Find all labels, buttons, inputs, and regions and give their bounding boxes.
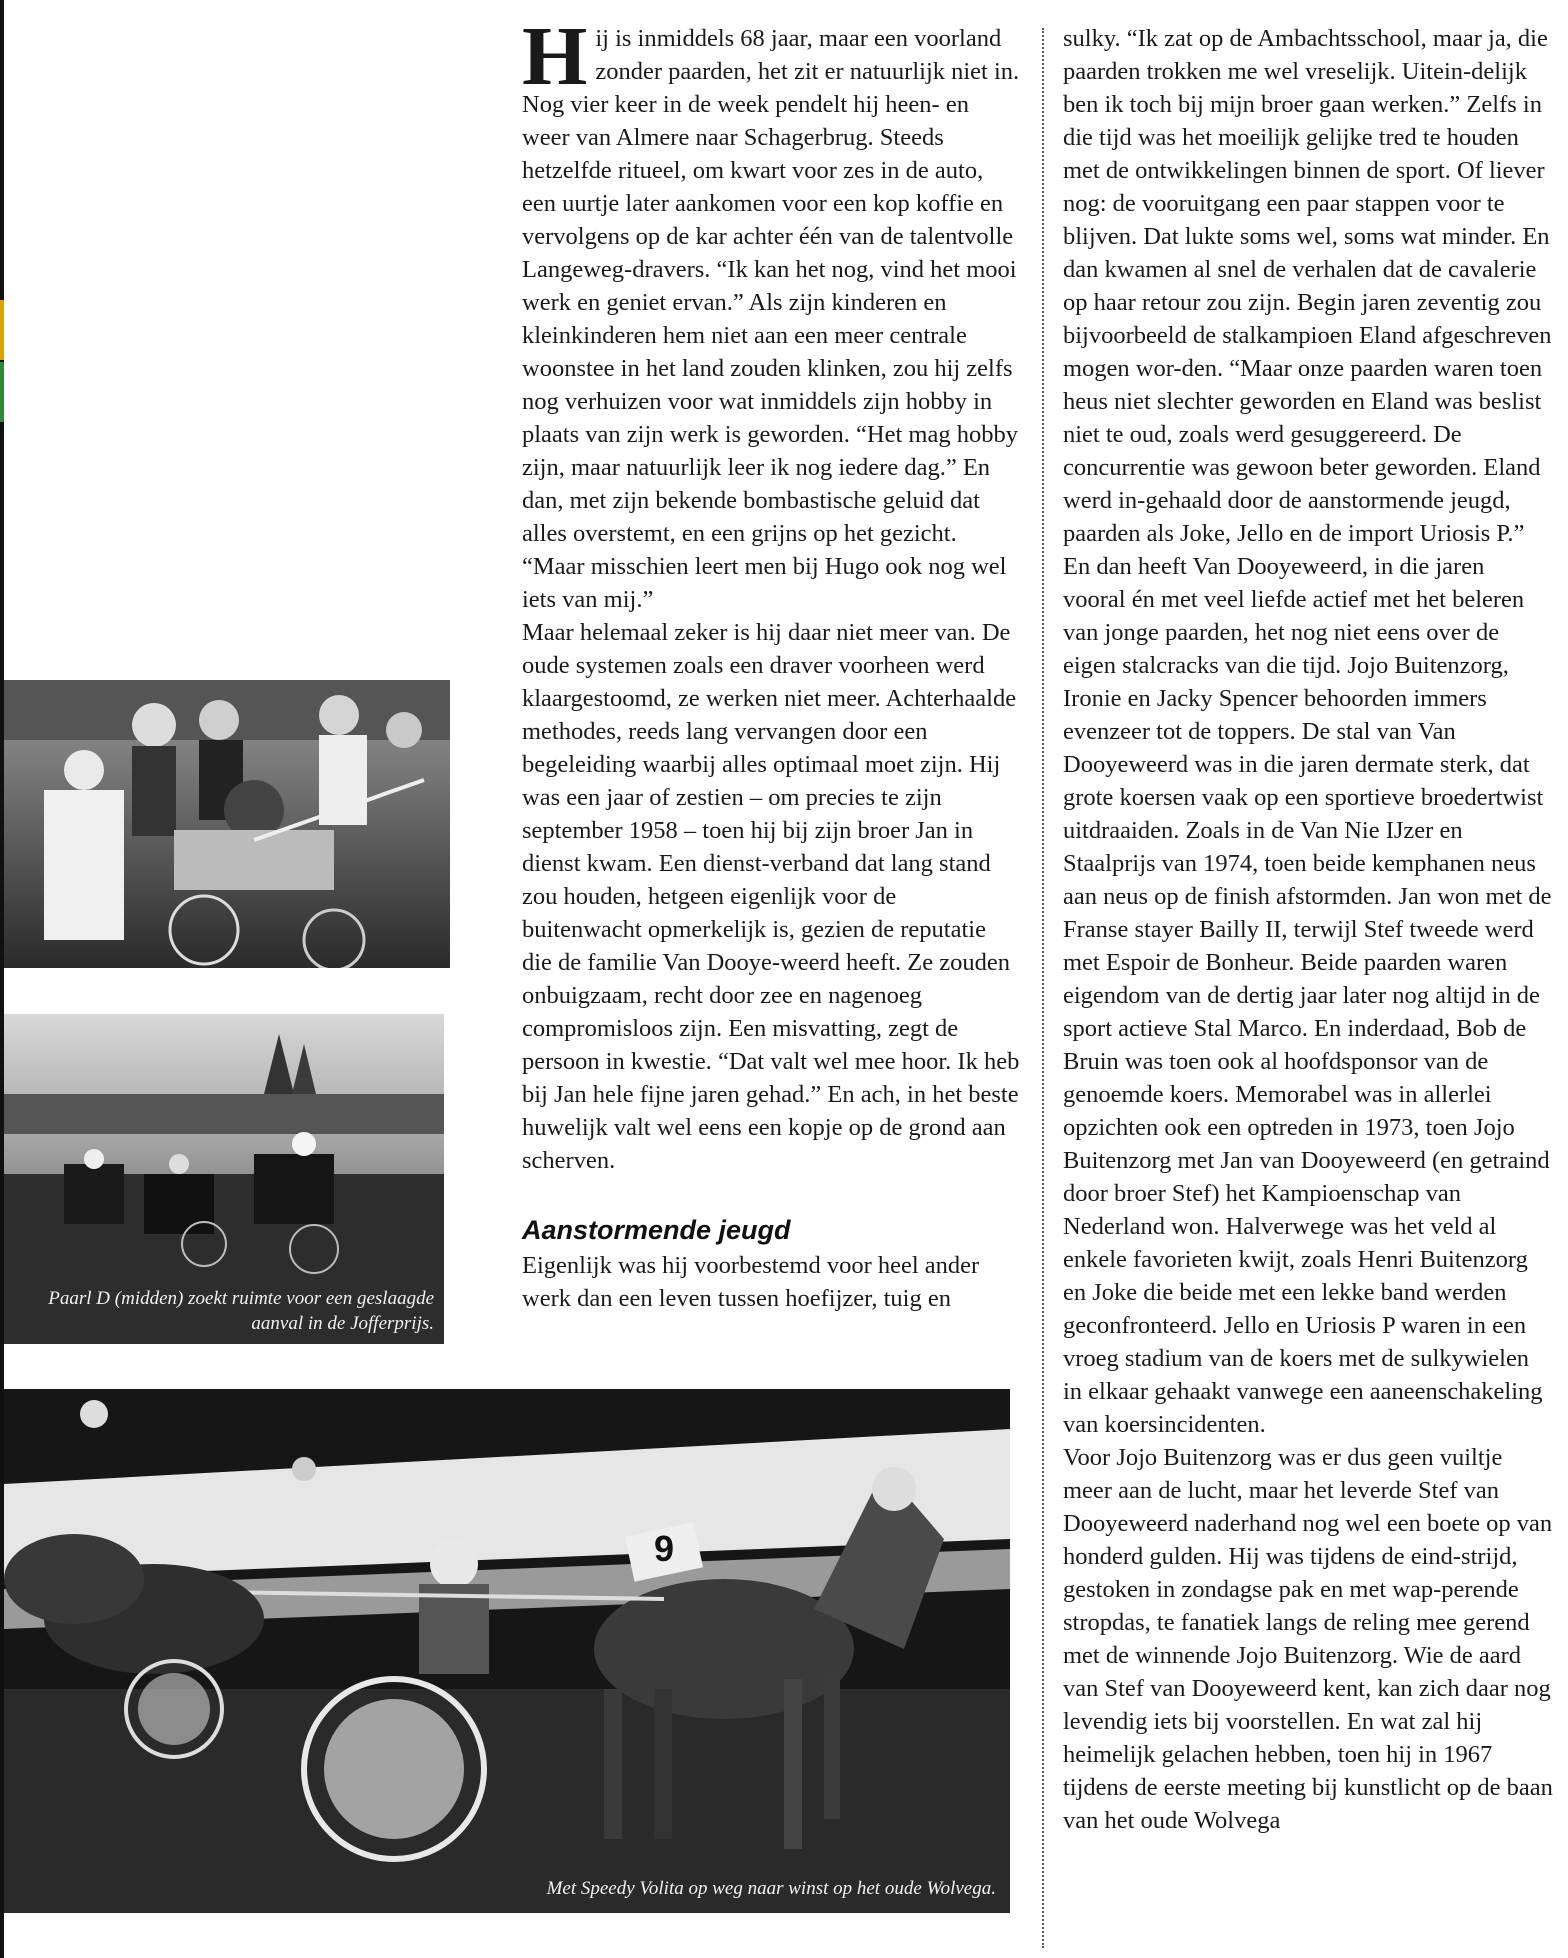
edge-color-yellow <box>0 300 4 360</box>
night-race-photo <box>4 1389 1010 1913</box>
text-column-2 <box>1063 22 1553 1837</box>
intro-paragraph <box>522 10 1022 616</box>
col2-paragraph-1: sulky. “Ik zat op de Ambachtsschool, maar ja, die paarden trokken me wel vreselijk. Uitein-delijk ben ik toch bij mijn broer gaan werken.” Zelfs in die tijd was het moeilijk gelijke tred te houden met de ontwikkelingen binnen de sport. Of liever nog: de vooruitgang een paar stappen voor te blijven. Dat lukte soms wel, soms wat minder. En dan kwamen al snel de verhalen dat de cavalerie op haar retour zou zijn. Begin jaren zeventig zou bijvoorbeeld de stalkampioen Eland afgeschreven mogen wor-den. “Maar onze paarden waren toen heus niet slechter geworden en Eland was beslist niet te oud, zoals werd gesuggereerd. De concurrentie was gewoon beter geworden. Eland werd in-gehaald door de aanstormende jeugd, paarden als Joke, Jello en de import Uriosis P.” En dan heeft Van Dooyeweerd, in die jaren vooral én met veel liefde actief met het beleren van jonge paarden, het nog niet eens over de eigen stalcracks van die tijd. Jojo Buitenzorg, Ironie en Jacky Spencer behoorden immers evenzeer tot de toppers. De stal van Van Dooyeweerd was in die jaren dermate sterk, dat grote koersen vaak op een sportieve broedertwist uitdraaiden. Zoals in de Van Nie IJzer en Staalprijs van 1974, toen beide kemphanen neus aan neus op de finish afstormden. Jan won met de Franse stayer Bailly II, terwijl Stef tweede werd met Espoir de Bonheur. Beide paarden waren eigendom van de dertig jaar later nog altijd in de sport actieve Stal Marco. En inderdaad, Bob de Bruin was toen ook al hoofdsponsor van de genoemde koers. Memorabel was in allerlei opzichten ook een optreden in 1973, toen Jojo Buitenzorg met Jan van Dooyeweerd (en getraind door broer Stef) het Kampioenschap van Nederland won. Halverwege was het veld al enkele favorieten kwijt, zoals Henri Buitenzorg en Joke die beide met een lekke band werden geconfronteerd. Jello en Uriosis P waren in een vroeg stadium van de koers met de sulkywielen in elkaar gehaakt vanwege een aaneenschakeling van koersincidenten. <box>1063 25 1552 1438</box>
text-column-1 <box>522 10 1022 1315</box>
drop-cap: H <box>522 10 588 103</box>
crowd-photo-graphic <box>4 680 450 968</box>
column-divider <box>1042 28 1044 1948</box>
section-subheading: Aanstormende jeugd <box>522 1215 791 1245</box>
paragraph-3: Eigenlijk was hij voorbestemd voor heel ander werk dan een leven tussen hoefijzer, tuig en <box>522 1252 980 1312</box>
saddle-number: 9 <box>653 1528 675 1569</box>
crowd-photo <box>4 680 450 968</box>
race-photo-caption: Paarl D (midden) zoekt ruimte voor een geslaagde aanval in de Jofferprijs. <box>48 1288 434 1334</box>
night-race-caption: Met Speedy Volita op weg naar winst op het oude Wolvega. <box>546 1878 996 1899</box>
intro-text: ij is inmiddels 68 jaar, maar een voorland zonder paarden, het zit er natuurlijk niet in. Nog vier keer in de week pendelt hij heen- en weer van Almere naar Schagerbrug. Steeds hetzelfde ritueel, om kwart voor zes in de auto, een uurtje later aankomen voor een kop koffie en vervolgens op de kar achter één van de talentvolle Langeweg-dravers. “Ik kan het nog, vind het mooi werk en geniet ervan.” Als zijn kinderen en kleinkinderen hem niet aan een meer centrale woonstee in het land zouden klinken, zou hij zelfs nog verhuizen voor wat inmiddels zijn hobby in plaats van zijn werk is geworden. “Het mag hobby zijn, maar natuurlijk leer ik nog iedere dag.” En dan, met zijn bekende bombastische geluid dat alles overstemt, en een grijns op het gezicht. “Maar misschien leert men bij Hugo ook nog wel iets van mij.” <box>522 25 1020 613</box>
edge-color-green <box>0 362 4 422</box>
night-race-photo-graphic <box>4 1389 1010 1913</box>
col2-paragraph-2: Voor Jojo Buitenzorg was er dus geen vuiltje meer aan de lucht, maar het leverde Stef van Dooyeweerd naderhand nog wel een boete op van honderd gulden. Hij was tijdens de eind-strijd, gestoken in zondagse pak en met wap-perende stropdas, te fanatiek langs de reling mee gerend met de winnende Jojo Buitenzorg. Wie de aard van Stef van Dooyeweerd kent, kan zich daar nog levendig iets bij voorstellen. En wat zal hij heimelijk gelachen hebben, toen hij in 1967 tijdens de eerste meeting bij kunstlicht op de baan van het oude Wolvega <box>1063 1444 1553 1834</box>
paragraph-2: Maar helemaal zeker is hij daar niet meer van. De oude systemen zoals een draver voorheen werd klaargestoomd, ze werken niet meer. Achterhaalde methodes, reeds lang vervangen door een begeleiding waarbij alles optimaal moet zijn. Hij was een jaar of zestien – om precies te zijn september 1958 – toen hij bij zijn broer Jan in dienst kwam. Een dienst-verband dat lang stand zou houden, hetgeen eigenlijk voor de buitenwacht opmerkelijk is, gezien de reputatie die de familie Van Dooye-weerd heeft. Ze zouden onbuigzaam, recht door zee en nagenoeg compromisloos zijn. Een misvatting, zegt de persoon in kwestie. “Dat valt wel mee hoor. Ik heb bij Jan hele fijne jaren gehad.” En ach, in het beste huwelijk valt wel eens een kopje op de grond aan scherven. <box>522 619 1020 1174</box>
race-photo <box>4 1014 444 1344</box>
